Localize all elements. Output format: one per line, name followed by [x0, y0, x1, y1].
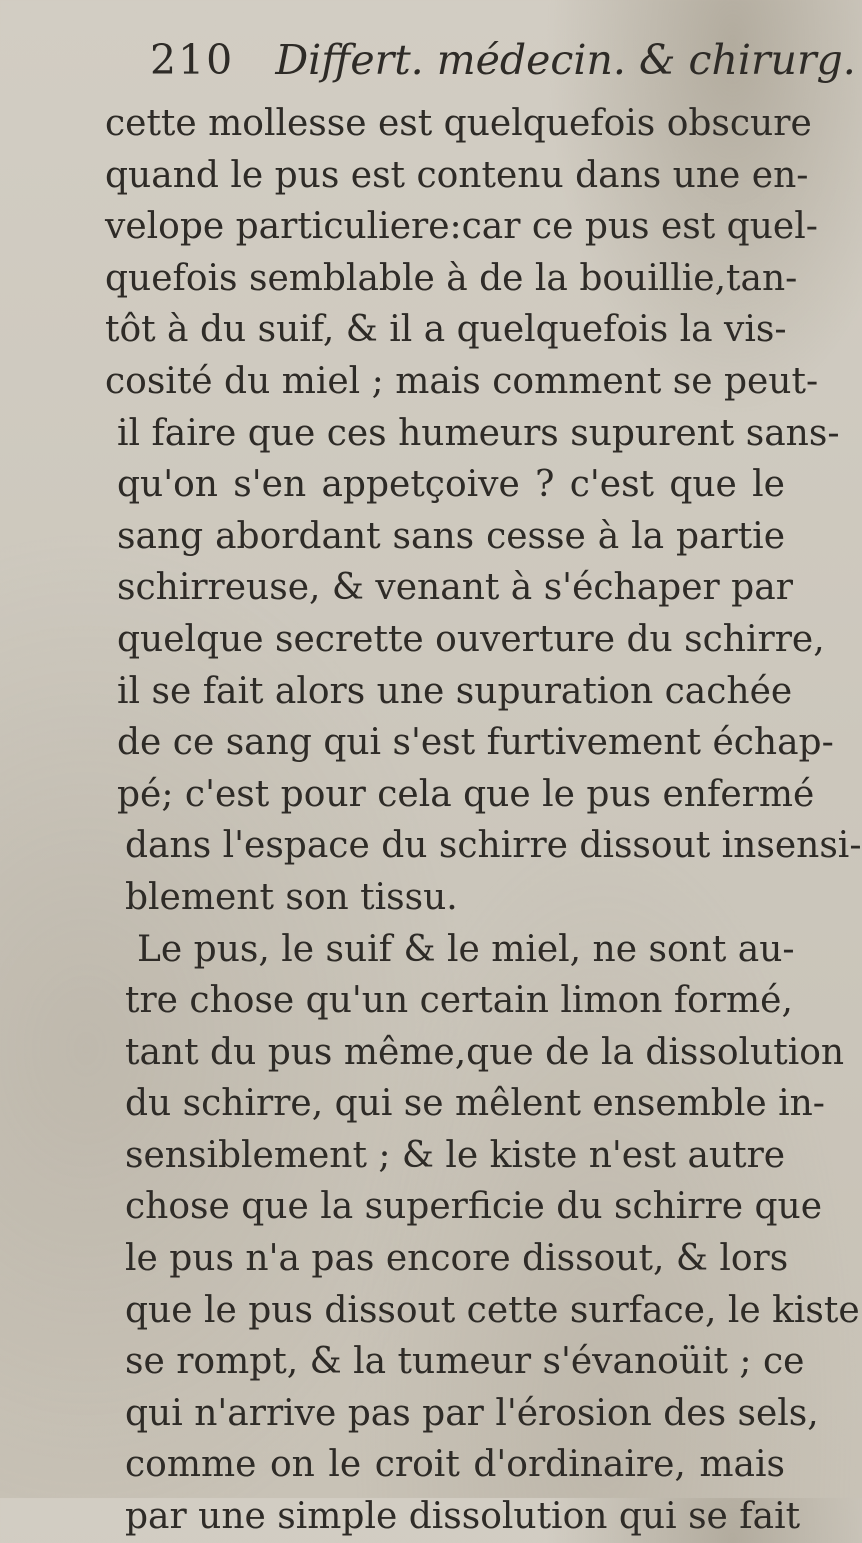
text-line: cette mollesse est quelquefois obscure — [105, 103, 812, 144]
text-line: quand le pus est contenu dans une en- — [105, 154, 809, 196]
text-line: que le pus dissout cette surface, le kiste — [125, 1289, 860, 1331]
text-line: sensiblement ; & le kiste n'est autre — [125, 1134, 786, 1176]
text-line: quelque secrette ouverture du schirre, — [117, 618, 825, 660]
text-line: de ce sang qui s'est furtivement échap- — [117, 722, 834, 764]
text-line: il faire que ces humeurs supurent sans- — [117, 412, 840, 454]
body-text — [95, 98, 862, 1543]
text-line: velope particuliere:car ce pus est quel- — [105, 206, 818, 248]
text-line: sang abordant sans cesse à la partie — [117, 515, 785, 557]
text-line: pé; c'est pour cela que le pus enfermé — [117, 773, 815, 815]
text-line: le pus n'a pas encore dissout, & lors — [125, 1238, 789, 1280]
running-head: Differt. médecin. & chirurg. — [275, 36, 856, 84]
page-header — [150, 36, 856, 96]
text-line: blement son tissu. — [125, 876, 458, 918]
text-line: tant du pus même,que de la dissolution — [125, 1031, 845, 1073]
page-number: 210 — [150, 36, 235, 84]
text-line: schirreuse, & venant à s'échaper par — [117, 567, 793, 609]
text-line: comme on le croit d'ordinaire, mais — [125, 1444, 785, 1486]
text-line: du schirre, qui se mêlent ensemble in- — [125, 1083, 825, 1125]
text-line: qu'on s'en appetçoive ? c'est que le — [117, 464, 785, 506]
text-line: cosité du miel ; mais comment se peut- — [105, 360, 819, 402]
text-line: il se fait alors une supuration cachée — [117, 670, 793, 712]
text-line: par une simple dissolution qui se fait — [125, 1496, 801, 1538]
text-line: chose que la superficie du schirre que — [125, 1186, 823, 1228]
text-line: qui n'arrive pas par l'érosion des sels, — [125, 1392, 819, 1434]
text-line: tôt à du suif, & il a quelquefois la vis- — [105, 309, 787, 351]
text-line: Le pus, le suif & le miel, ne sont au- — [137, 928, 795, 970]
text-line: quefois semblable à de la bouillie,tan- — [105, 257, 798, 299]
text-line: tre chose qu'un certain limon formé, — [125, 980, 793, 1022]
text-line: dans l'espace du schirre dissout insensi- — [125, 825, 862, 867]
text-line: se rompt, & la tumeur s'évanoüit ; ce — [125, 1341, 805, 1383]
